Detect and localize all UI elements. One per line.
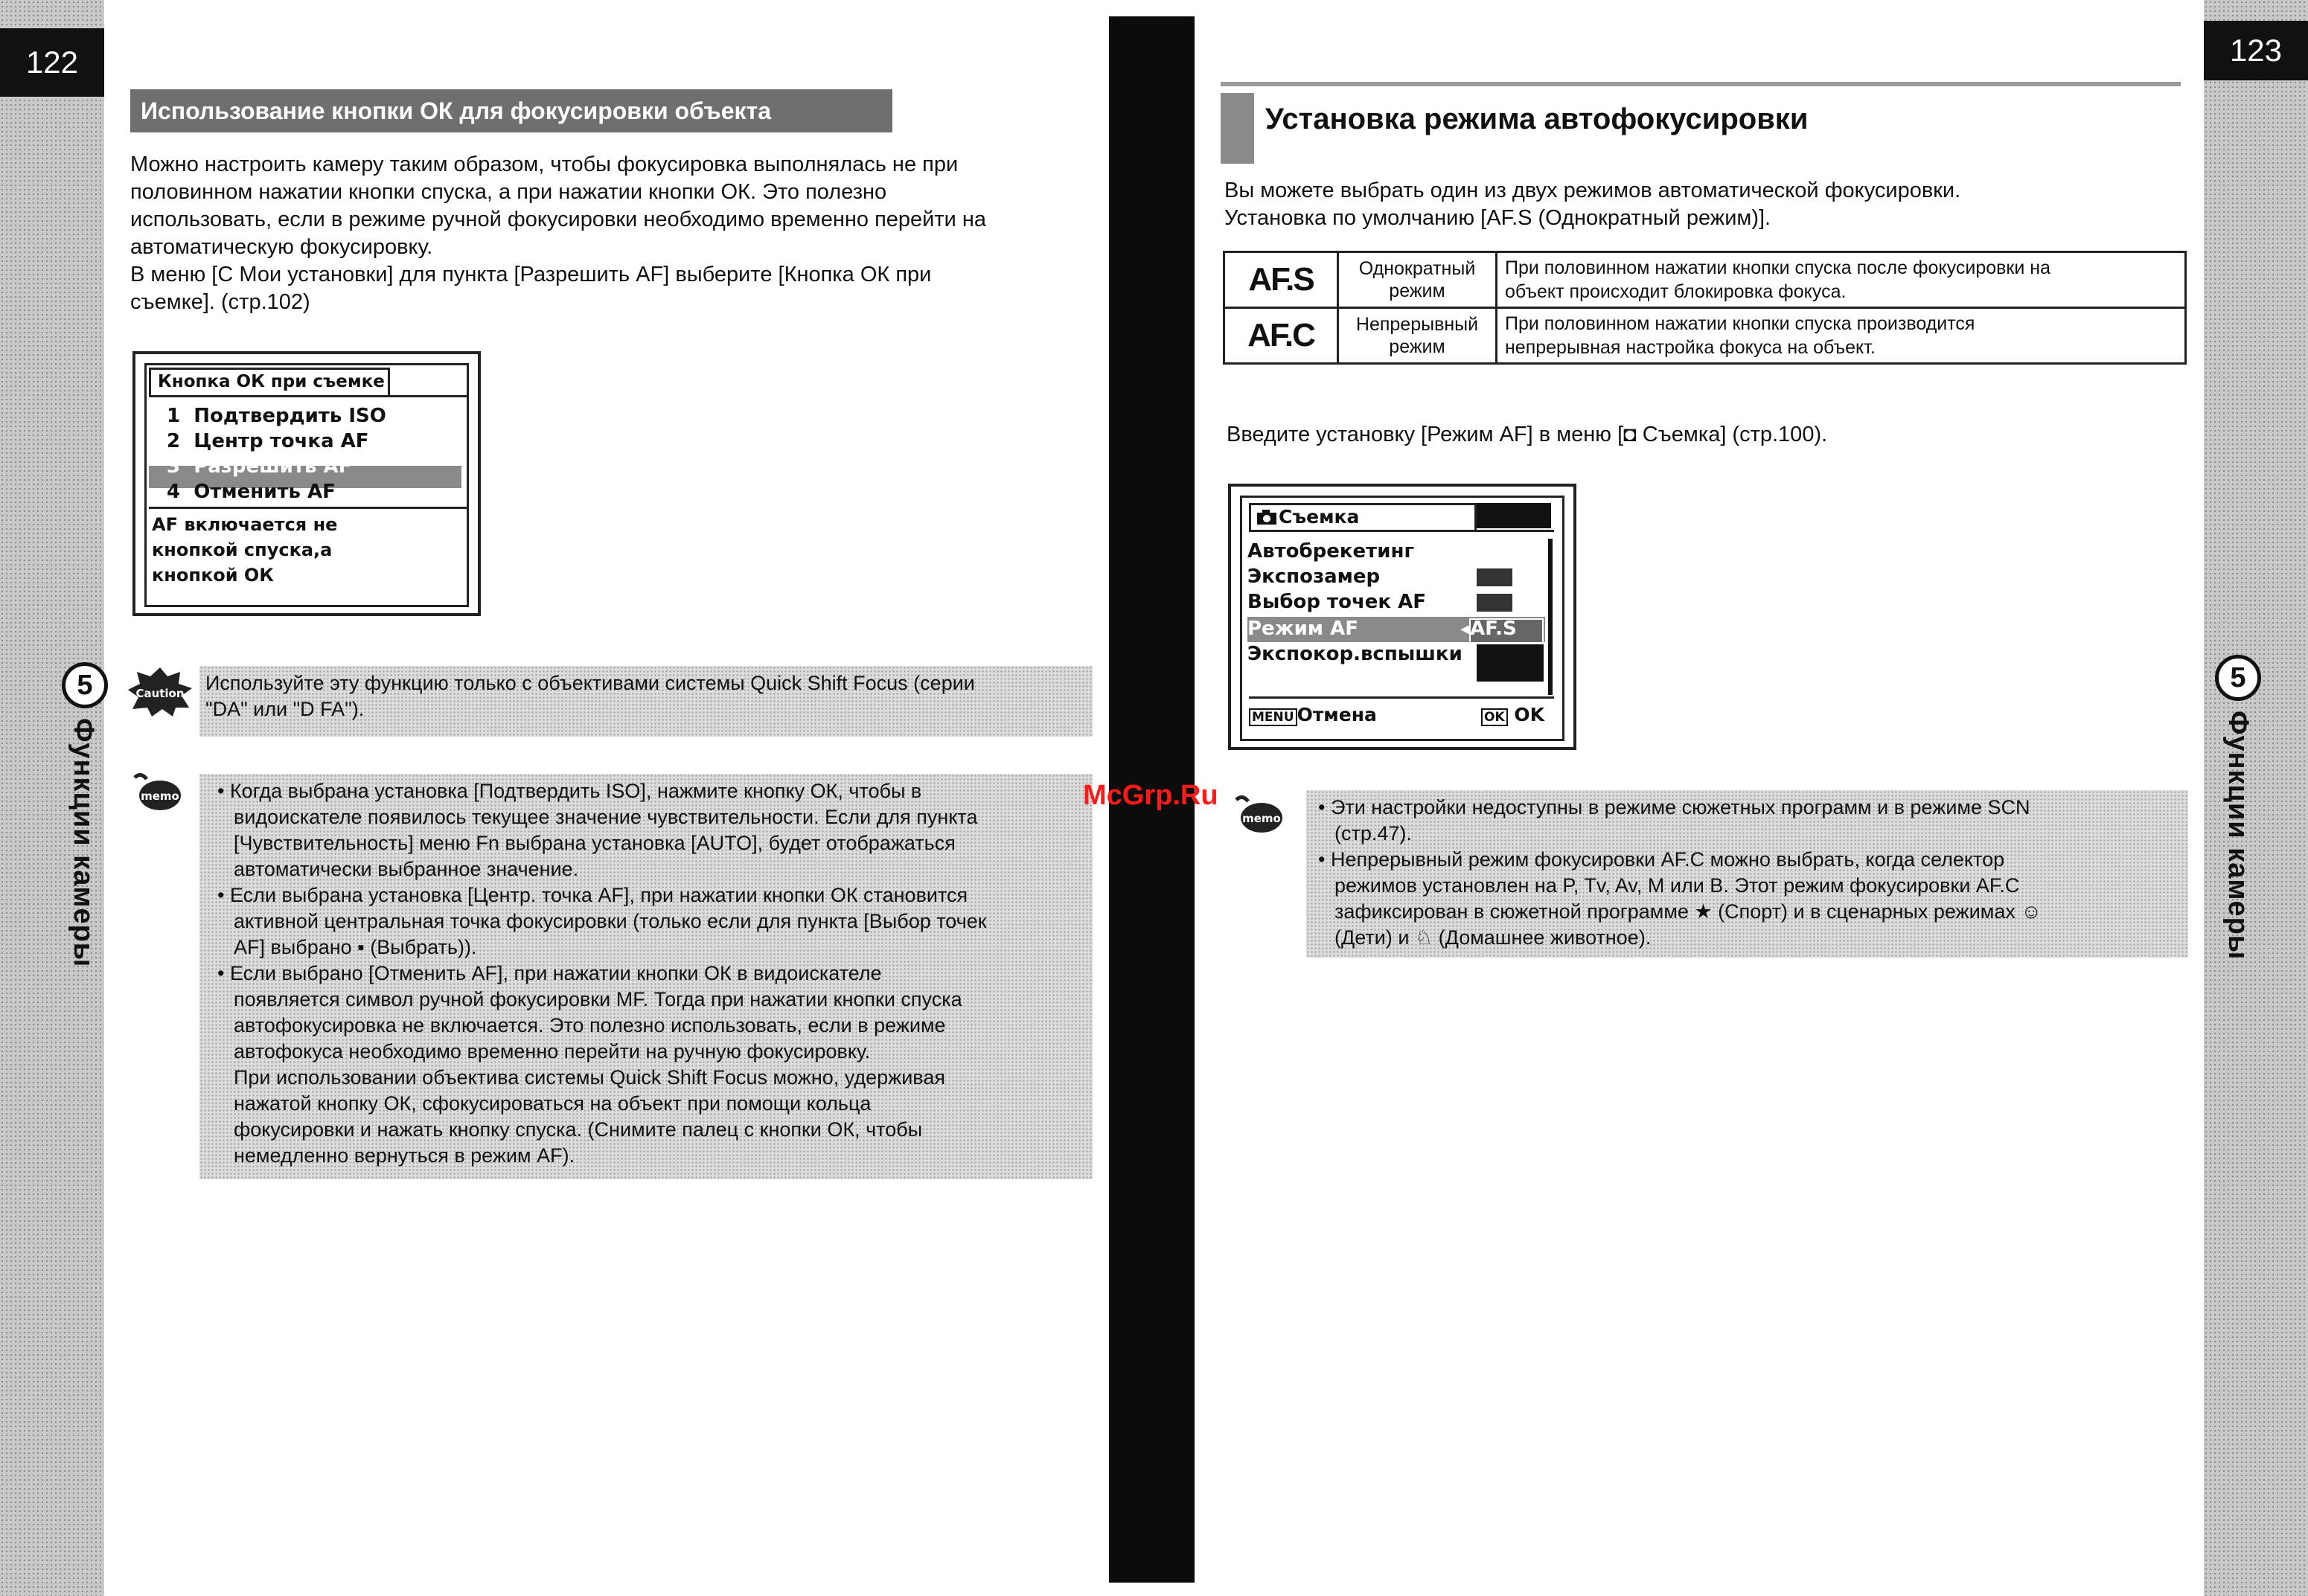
intro-line: Вы можете выбрать один из двух режимов автоматической фокусировки. [1224,179,1961,202]
shooting-menu-item[interactable]: Выбор точек AF [1247,591,1427,613]
af-code-cell: AF.C [1224,308,1338,364]
af-description-cell [1497,308,2186,364]
table-row [1224,308,2186,364]
left-intro-text [130,151,1105,316]
shooting-menu-item-selected[interactable]: Режим AF [1247,618,1358,640]
menu-footer-ok[interactable] [1481,702,1544,730]
caution-line: Используйте эту функцию только с объективами системы Quick Shift Focus (серии [205,672,975,694]
ok-button-menu-screen [132,351,481,616]
intro-line: съемке]. (стр.102) [130,290,310,314]
description-line: При половинном нажатии кнопки спуска производится [1505,313,1975,334]
name-line: режим [1389,336,1445,357]
item-number: 4 [167,481,181,503]
intro-line: половинном нажатии кнопки спуска, а при нажатии кнопки ОК. Это полезно [130,180,887,204]
memo-line: (стр.47). [1334,822,1412,845]
af-point-icon [1477,594,1512,612]
watermark: McGrp.Ru [1083,780,1218,811]
camera-icon [1256,509,1277,525]
memo-line: активной центральная точка фокусировки (только если для пункта [Выбор точек [234,910,987,932]
name-line: Однократный [1358,258,1476,279]
shooting-menu-item[interactable]: Экспокор.вспышки [1247,643,1463,665]
memo-icon-label: memo [141,789,179,803]
memo-icon-label: memo [1242,812,1281,825]
shooting-menu-screen [1228,484,1576,750]
intro-line: Установка по умолчанию [AF.S (Однократный режим)]. [1224,206,1771,230]
intro-line: автоматическую фокусировку. [130,235,433,259]
caution-icon-label: Caution [135,687,185,700]
cancel-label: Отмена [1297,704,1377,725]
flash-comp-icon [1477,644,1544,682]
memo-line: При использовании объектива системы Quick Shift Focus можно, удерживая [234,1066,945,1089]
af-code-cell: AF.S [1224,252,1338,308]
caution-icon [127,666,194,718]
right-side-tab [2204,0,2308,1596]
left-chapter-number: 5 [62,662,108,708]
menu-scrollbar[interactable] [1548,539,1553,695]
right-heading-rule [1221,82,2181,86]
memo-box-left [199,774,1093,1179]
memo-line: появляется символ ручной фокусировки MF. Тогда при нажатии кнопки спуска [234,988,962,1010]
memo-line: режимов установлен на P, Tv, Av, M или B. Этот режим фокусировки AF.C [1334,874,2020,897]
ok-menu-item[interactable] [167,479,336,504]
description-line: непрерывная настройка фокуса на объект. [1505,337,1876,358]
ok-menu-item[interactable] [167,429,369,454]
memo-line: зафиксирован в сюжетной программе ★ (Спорт) и в сценарных режимах ☺ [1334,900,2042,923]
ok-label: OK [1514,704,1544,725]
intro-line: В меню [C Мои установки] для пункта [Разрешить AF] выберите [Кнопка ОК при [130,263,932,286]
memo-line: AF] выбрано ▪ (Выбрать)). [234,936,477,958]
name-line: режим [1389,281,1445,301]
memo-line: (Дети) и ♘ (Домашнее животное). [1334,926,1652,949]
table-row [1224,252,2186,308]
left-chapter-title: Функции камеры [68,718,99,968]
item-label: Центр точка AF [194,430,369,452]
caution-box [199,666,1093,737]
intro-line: Можно настроить камеру таким образом, чтобы фокусировка выполнялась не при [130,153,959,176]
ok-menu-item-selected[interactable] [167,454,351,479]
item-label: Отменить AF [194,481,336,503]
menu-divider [149,507,469,509]
item-number: 1 [167,405,181,427]
ok-menu-title: Кнопка ОК при съемке [158,372,385,391]
memo-line: видоискателе появилось текущее значение чувствительности. Если для пункта [234,806,978,828]
memo-box-right [1306,790,2188,958]
menu-footer-cancel[interactable] [1249,702,1377,730]
name-line: Непрерывный [1355,314,1479,335]
right-instruction: Введите установку [Режим AF] в меню [◘ Съемка] (стр.100). [1227,423,1828,446]
memo-line: фокусировки и нажать кнопку спуска. (Снимите палец с кнопки ОК, чтобы [234,1118,923,1141]
memo-icon [1232,792,1284,837]
memo-line: немедленно вернуться в режим AF). [234,1144,575,1167]
ok-menu-description [152,512,337,588]
left-section-heading: Использование кнопки ОК для фокусировки объекта [130,89,892,132]
description-line: AF включается не [152,514,338,535]
memo-line: автофокусировка не включается. Это полезно использовать, если в режиме [234,1014,946,1036]
right-page-number: 123 [2204,21,2308,80]
memo-line: [Чувствительность] меню Fn выбрана установка [AUTO], будет отображаться [234,832,956,854]
right-intro-text [1224,177,2177,232]
af-name-cell [1338,308,1497,364]
item-number: 2 [167,430,181,452]
intro-line: использовать, если в режиме ручной фокусировки необходимо временно перейти на [130,208,987,231]
right-chapter-title: Функции камеры [2222,711,2254,961]
memo-line: • Если выбрано [Отменить AF], при нажатии кнопки ОК в видоискателе [217,962,882,984]
memo-line: • Если выбрана установка [Центр. точка AF], при нажатии кнопки ОК становится [217,884,968,906]
memo-icon [130,770,182,815]
shooting-menu-item[interactable]: Экспозамер [1247,565,1381,588]
left-page-number: 122 [0,28,104,97]
memo-line: нажатой кнопку ОК, сфокусироваться на объект при помощи кольца [234,1092,872,1115]
ok-menu-item[interactable] [167,403,386,429]
right-heading-marker [1221,93,1254,164]
shooting-menu-item[interactable]: Автобрекетинг [1247,540,1415,563]
menu-divider [1249,530,1554,532]
right-section-heading: Установка режима автофокусировки [1265,103,1809,135]
description-line: кнопкой ОК [152,565,274,586]
caution-line: "DA" или "D FA"). [205,698,365,720]
description-line: кнопкой спуска,а [152,539,333,560]
item-label: Разрешить AF [194,455,352,478]
af-description-cell [1497,252,2186,308]
item-number: 3 [167,455,181,478]
menu-key-icon: MENU [1249,708,1297,726]
af-mode-value: ◂AF.S [1460,618,1517,640]
right-chapter-number: 5 [2215,655,2261,701]
af-name-cell [1338,252,1497,308]
memo-line: • Эти настройки недоступны в режиме сюжетных программ и в режиме SCN [1318,796,2030,818]
menu-divider [1249,696,1554,699]
ok-key-icon: OK [1481,708,1508,726]
item-label: Подтвердить ISO [194,405,386,427]
memo-line: • Непрерывный режим фокусировки AF.C можно выбрать, когда селектор [1318,848,2005,871]
af-mode-value-text: AF.S [1470,618,1517,640]
menu-tab-inactive [1477,503,1551,528]
af-mode-table [1223,251,2187,365]
description-line: объект происходит блокировка фокуса. [1505,281,1847,302]
memo-line: автоматически выбранное значение. [234,858,579,880]
metering-icon [1477,568,1512,586]
menu-divider [149,395,469,397]
memo-line: автофокуса необходимо временно перейти на ручную фокусировку. [234,1040,871,1063]
memo-line: • Когда выбрана установка [Подтвердить ISO], нажмите кнопку ОК, чтобы в [217,780,922,802]
description-line: При половинном нажатии кнопки спуска после фокусировки на [1505,257,2050,278]
shooting-menu-title: Съемка [1279,506,1360,528]
